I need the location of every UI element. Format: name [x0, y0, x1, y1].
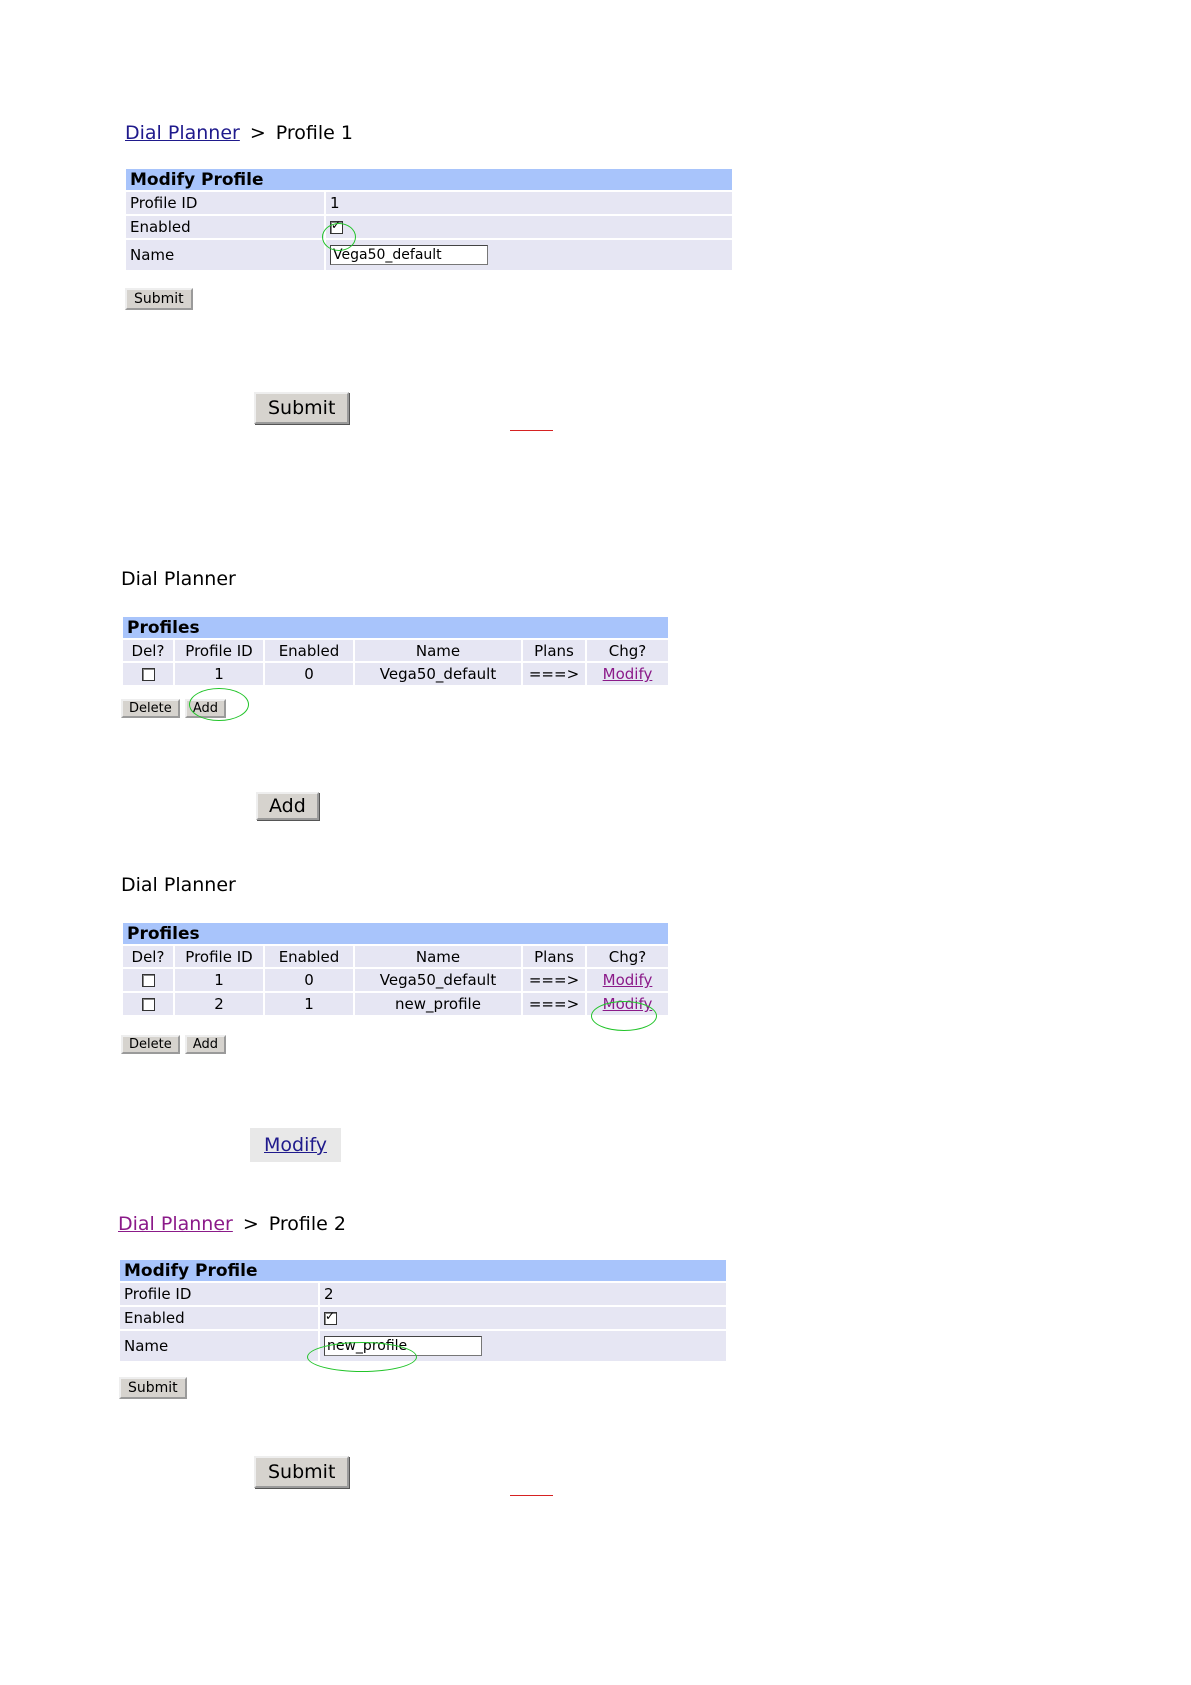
plans-link[interactable]: ===>	[528, 995, 580, 1013]
column-header: Chg?	[587, 640, 668, 661]
column-header: Plans	[523, 946, 585, 967]
modify-link[interactable]: Modify	[602, 665, 653, 683]
field-label: Enabled	[130, 218, 191, 236]
profile-id-value: 2	[324, 1285, 334, 1303]
name-cell: Vega50_default	[379, 971, 497, 989]
table-row	[123, 993, 668, 1015]
submit-button-large[interactable]: Submit	[254, 1456, 349, 1488]
column-header: Name	[355, 640, 521, 661]
delete-checkbox[interactable]	[142, 668, 155, 681]
red-underline	[510, 430, 553, 431]
enabled-checkbox[interactable]	[324, 1312, 337, 1325]
name-input[interactable]	[330, 245, 488, 265]
breadcrumb	[125, 122, 353, 144]
profile-id-value: 1	[330, 194, 340, 212]
name-cell: Vega50_default	[379, 665, 497, 683]
form-header: Modify Profile	[126, 169, 732, 190]
breadcrumb-separator: >	[242, 1213, 259, 1235]
plans-link[interactable]: ===>	[528, 665, 580, 683]
profiles-table	[121, 615, 670, 687]
enabled-cell: 1	[304, 995, 314, 1013]
delete-checkbox[interactable]	[142, 998, 155, 1011]
table-header: Profiles	[123, 617, 668, 638]
breadcrumb-link-dial-planner[interactable]: Dial Planner	[125, 122, 240, 144]
column-header: Del?	[123, 640, 173, 661]
breadcrumb-link-dial-planner[interactable]: Dial Planner	[118, 1213, 233, 1235]
table-row	[123, 663, 668, 685]
add-button-large[interactable]: Add	[256, 792, 319, 820]
column-header: Profile ID	[175, 946, 263, 967]
modify-profile-form	[124, 167, 734, 272]
page-title: Dial Planner	[121, 568, 236, 590]
modify-link[interactable]: Modify	[602, 971, 653, 989]
breadcrumb	[118, 1213, 346, 1235]
field-label: Name	[124, 1337, 169, 1355]
profile-id-cell: 2	[214, 995, 224, 1013]
enabled-cell: 0	[304, 971, 314, 989]
name-cell: new_profile	[395, 995, 481, 1013]
column-header: Del?	[123, 946, 173, 967]
field-label: Profile ID	[130, 194, 198, 212]
submit-button-large[interactable]: Submit	[254, 392, 349, 424]
breadcrumb-separator: >	[249, 122, 266, 144]
delete-checkbox[interactable]	[142, 974, 155, 987]
profile-id-cell: 1	[214, 971, 224, 989]
plans-link[interactable]: ===>	[528, 971, 580, 989]
modify-link[interactable]: Modify	[602, 995, 653, 1013]
submit-button[interactable]: Submit	[125, 288, 193, 310]
modify-link-large-label[interactable]: Modify	[264, 1134, 327, 1156]
page-title: Dial Planner	[121, 874, 236, 896]
delete-button[interactable]: Delete	[121, 1035, 180, 1054]
breadcrumb-current: Profile 1	[275, 122, 353, 144]
delete-button[interactable]: Delete	[121, 699, 180, 718]
profiles-table	[121, 921, 670, 1017]
add-button[interactable]: Add	[185, 1035, 226, 1054]
breadcrumb-current: Profile 2	[268, 1213, 346, 1235]
enabled-checkbox[interactable]	[330, 221, 343, 234]
modify-link-large[interactable]	[250, 1128, 341, 1162]
submit-button[interactable]: Submit	[119, 1377, 187, 1399]
enabled-cell: 0	[304, 665, 314, 683]
table-header: Profiles	[123, 923, 668, 944]
column-header: Enabled	[265, 640, 353, 661]
field-label: Profile ID	[124, 1285, 192, 1303]
column-header: Plans	[523, 640, 585, 661]
modify-profile-form	[118, 1258, 728, 1363]
column-header: Chg?	[587, 946, 668, 967]
column-header: Name	[355, 946, 521, 967]
table-row	[123, 969, 668, 991]
form-header: Modify Profile	[120, 1260, 726, 1281]
field-label: Name	[130, 246, 175, 264]
column-header: Enabled	[265, 946, 353, 967]
column-header: Profile ID	[175, 640, 263, 661]
field-label: Enabled	[124, 1309, 185, 1327]
red-underline	[510, 1495, 553, 1496]
add-button[interactable]: Add	[185, 699, 226, 718]
profile-id-cell: 1	[214, 665, 224, 683]
name-input[interactable]	[324, 1336, 482, 1356]
